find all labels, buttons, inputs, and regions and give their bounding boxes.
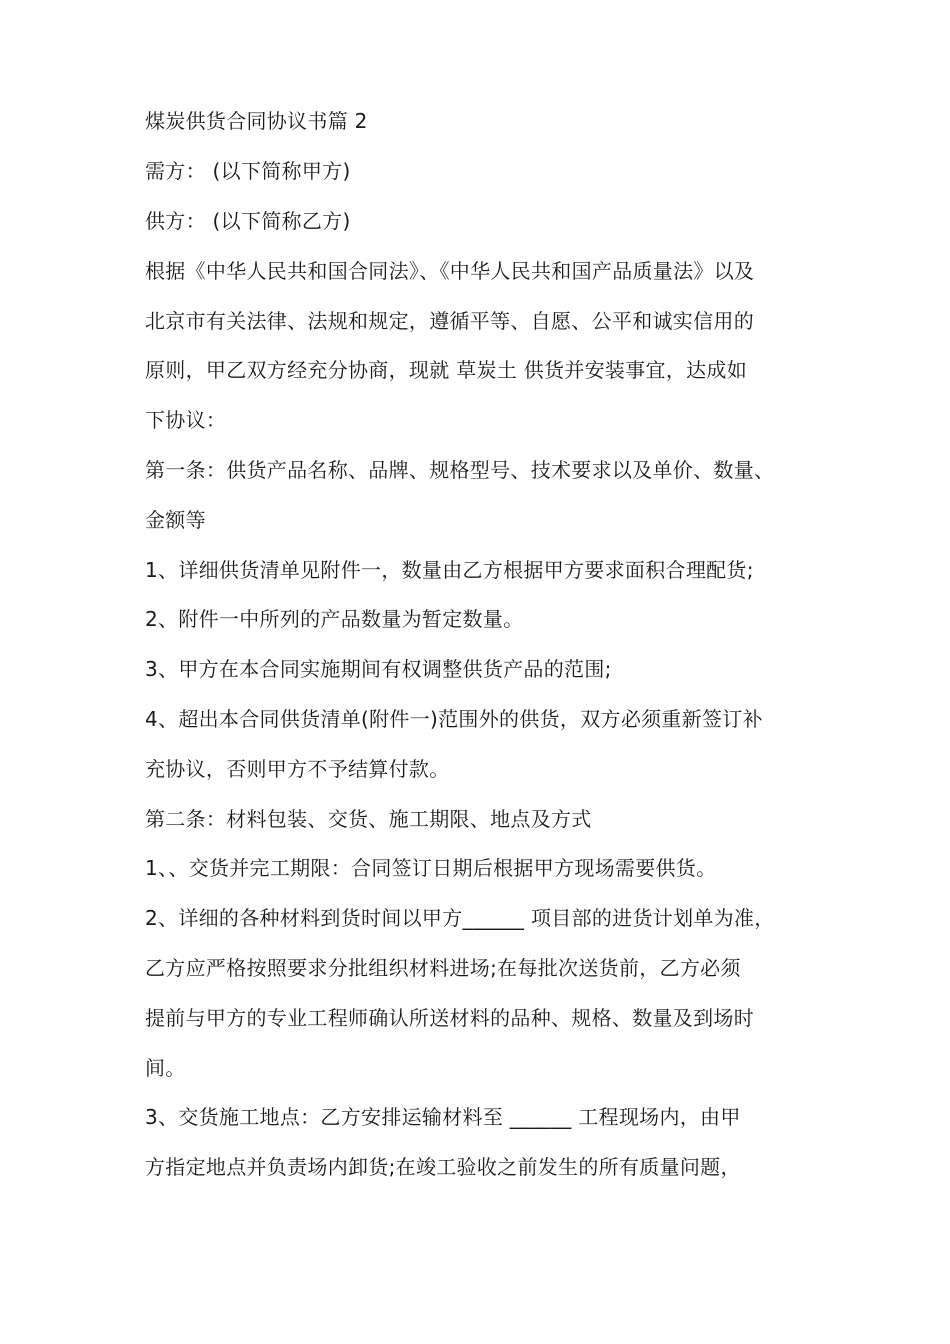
clause-line: 间。	[145, 1056, 186, 1080]
article-heading: 第二条：材料包装、交货、施工期限、地点及方式	[145, 807, 592, 831]
clause-line: 方指定地点并负责场内卸货;在竣工验收之前发生的所有质量问题，	[145, 1155, 741, 1179]
paragraph-line: 金额等	[145, 508, 206, 532]
clause-line: 乙方应严格按照要求分批组织材料进场;在每批次送货前，乙方必须	[145, 956, 741, 980]
clause-line: 1、详细供货清单见附件一，数量由乙方根据甲方要求面积合理配货;	[145, 558, 754, 582]
paragraph-line: 根据《中华人民共和国合同法》、《中华人民共和国产品质量法》以及	[145, 259, 755, 283]
clause-line: 2、详细的各种材料到货时间以甲方______ 项目部的进货计划单为准，	[145, 906, 775, 930]
clause-line: 1、、交货并完工期限：合同签订日期后根据甲方现场需要供货。	[145, 856, 717, 880]
clause-line: 提前与甲方的专业工程师确认所送材料的品种、规格、数量及到场时	[145, 1006, 754, 1030]
clause-line: 3、交货施工地点：乙方安排运输材料至 ______ 工程现场内，由甲	[145, 1105, 741, 1129]
seller-line: 供方： (以下简称乙方)	[145, 209, 351, 233]
clause-line: 2、附件一中所列的产品数量为暂定数量。	[145, 607, 524, 631]
clause-line: 4、超出本合同供货清单(附件一)范围外的供货，双方必须重新签订补	[145, 707, 763, 731]
clause-line: 充协议，否则甲方不予结算付款。	[145, 757, 450, 781]
paragraph-line: 下协议：	[145, 408, 227, 432]
paragraph-line: 原则，甲乙双方经充分协商，现就 草炭土 供货并安装事宜，达成如	[145, 358, 748, 382]
buyer-line: 需方： (以下简称甲方)	[145, 159, 351, 183]
clause-line: 3、甲方在本合同实施期间有权调整供货产品的范围;	[145, 657, 612, 681]
document-title: 煤炭供货合同协议书篇 2	[145, 109, 368, 133]
article-heading: 第一条：供货产品名称、品牌、规格型号、技术要求以及单价、数量、	[145, 458, 775, 482]
paragraph-line: 北京市有关法律、法规和规定，遵循平等、自愿、公平和诚实信用的	[145, 309, 754, 333]
